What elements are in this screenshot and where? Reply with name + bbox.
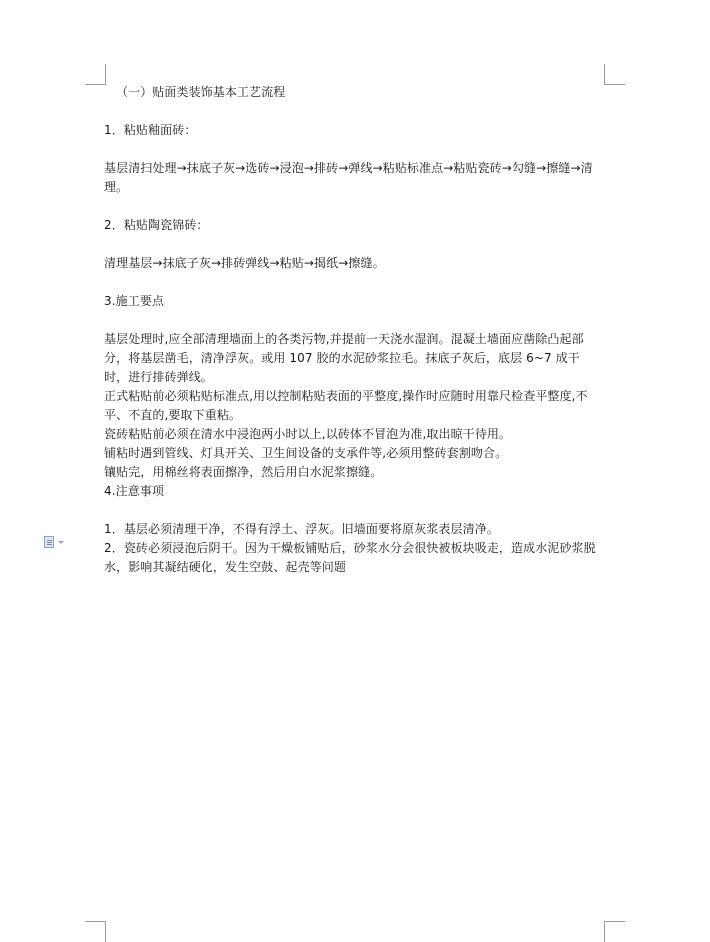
crop-mark-bottom-left (85, 921, 106, 942)
paragraph: 镶贴完，用棉丝将表面擦净，然后用白水泥浆擦缝。 (104, 465, 383, 479)
chevron-down-icon (58, 541, 64, 544)
paragraph: 瓷砖粘贴前必须在清水中浸泡两小时以上,以砖体不冒泡为准,取出晾干待用。 (104, 427, 512, 441)
crop-mark-bottom-right (604, 921, 625, 942)
paragraph: 清理基层→抹底子灰→排砖弹线→粘贴→揭纸→擦缝。 (104, 256, 385, 270)
crop-mark-top-right (604, 64, 625, 85)
crop-mark-top-left (85, 64, 106, 85)
section-heading: 2．粘贴陶瓷锦砖： (104, 218, 209, 232)
paragraph: 基层处理时,应全部清理墙面上的各类污物,并提前一天浇水湿润。混凝土墙面应凿除凸起部分，将基层凿毛，清净浮灰。或用 107 胶的水泥砂浆拉毛。抹底子灰后，底层 6~7 成干时，进行排砖弹线。 (104, 332, 584, 384)
document-icon (44, 536, 54, 548)
document-title: （一）贴面类装饰基本工艺流程 (116, 85, 286, 99)
list-item: 1．基层必须清理干净，不得有浮土、浮灰。旧墙面要将原灰浆表层清净。 (104, 522, 499, 536)
document-body (104, 83, 604, 577)
paragraph-options-button[interactable] (44, 535, 70, 549)
section-heading: 1．粘贴釉面砖： (104, 123, 197, 137)
paragraph: 正式粘贴前必须粘贴标准点,用以控制粘贴表面的平整度,操作时应随时用靠尺检查平整度,不平、不直的,要取下重粘。 (104, 389, 588, 422)
paragraph: 基层清扫处理→抹底子灰→选砖→浸泡→排砖→弹线→粘贴标准点→粘贴瓷砖→勾缝→擦缝→清理。 (104, 161, 593, 194)
paragraph: 铺粘时遇到管线、灯具开关、卫生间设备的支承件等,必须用整砖套割吻合。 (104, 446, 508, 460)
section-heading: 3.施工要点 (104, 294, 165, 308)
list-item: 2．瓷砖必须浸泡后阴干。因为干燥板铺贴后，砂浆水分会很快被板块吸走，造成水泥砂浆脱水，影响其凝结硬化，发生空鼓、起壳等问题 (104, 541, 596, 574)
section-heading: 4.注意事项 (104, 484, 165, 498)
